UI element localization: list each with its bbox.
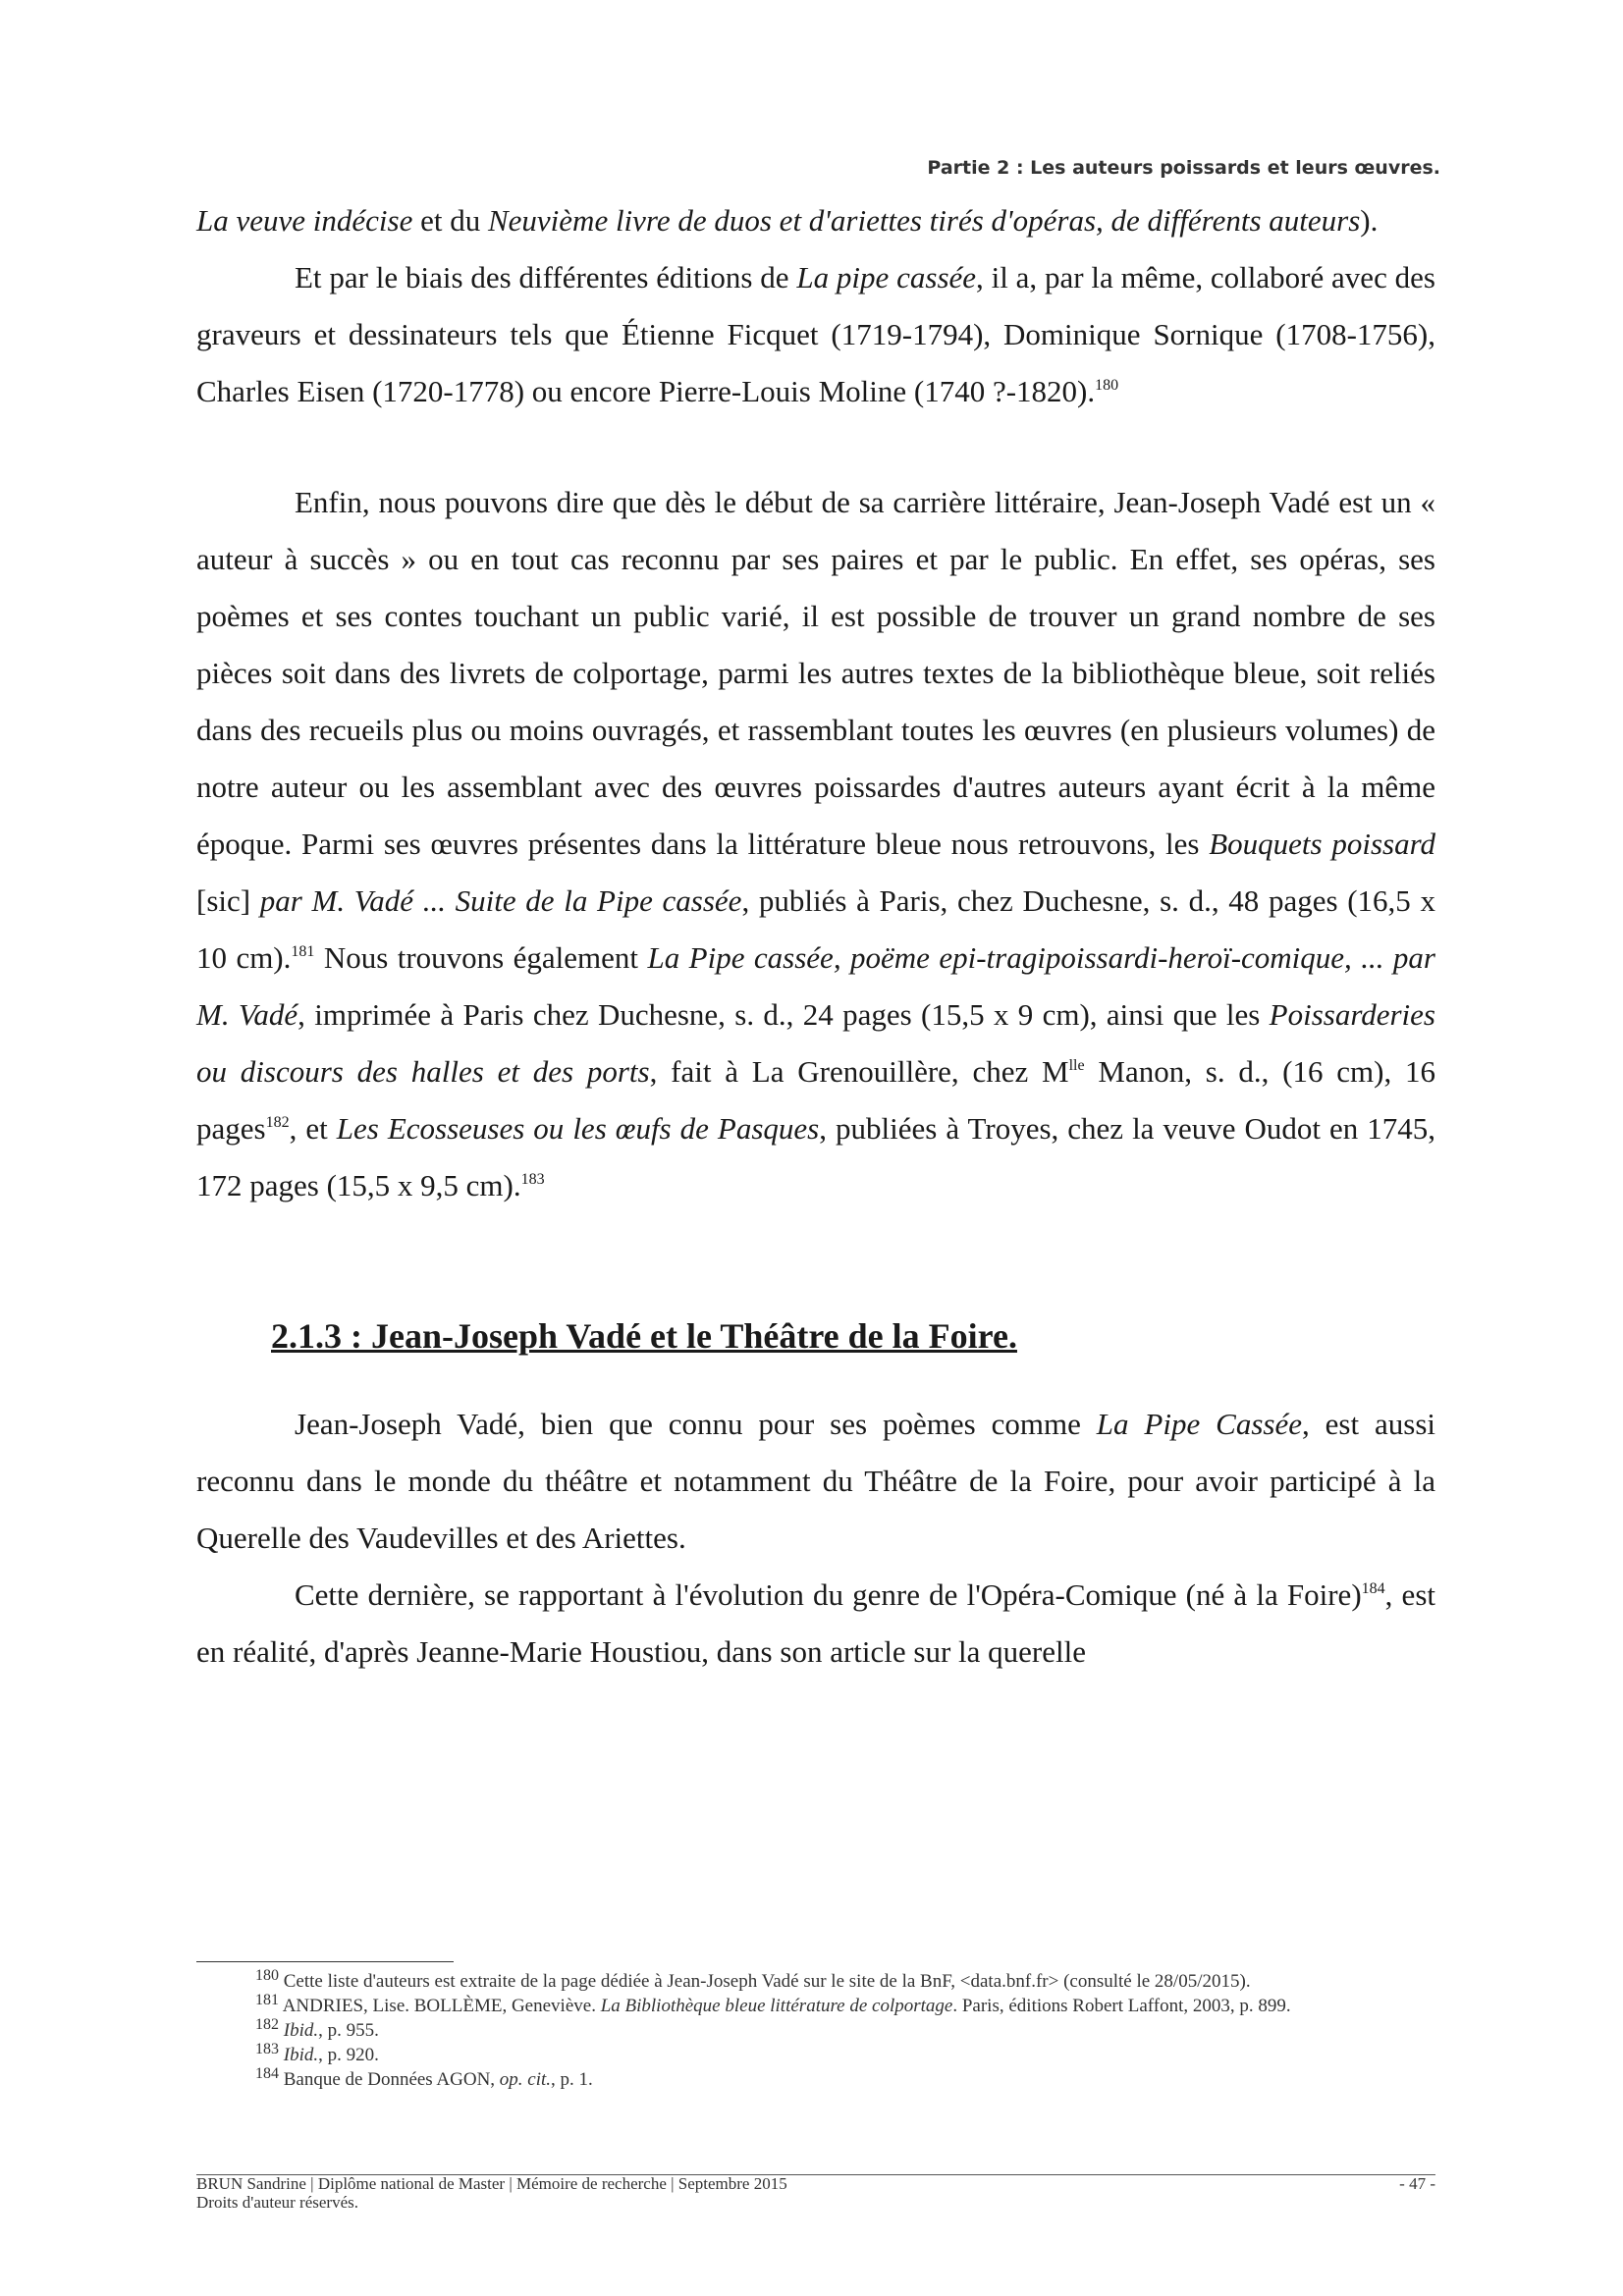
footnote-number: 184 bbox=[255, 2065, 279, 2082]
text-run: Cette dernière, se rapportant à l'évolution du genre de l'Opéra-Comique (né à la Foire) bbox=[295, 1577, 1362, 1612]
title-ref: La veuve indécise bbox=[196, 203, 413, 238]
title-ref: Les Ecosseuses ou les œufs de Pasques bbox=[336, 1111, 820, 1146]
text-run: ). bbox=[1360, 203, 1379, 238]
title-ref: La Pipe Cassée bbox=[1096, 1407, 1302, 1441]
footnote-text: Cette liste d'auteurs est extraite de la page dédiée à Jean-Joseph Vadé sur le site de la BnF, <data.bnf.fr> (consulté le 28/05/2015). bbox=[279, 1971, 1251, 1992]
footnote-181 bbox=[196, 1994, 1435, 2018]
paragraph-continuation bbox=[196, 192, 1435, 249]
text-run: Manon, s. d., (16 cm), 16 pages bbox=[196, 1054, 1435, 1146]
paragraph-engravers bbox=[196, 249, 1435, 420]
text-run: et du bbox=[412, 203, 488, 238]
paragraph-success bbox=[196, 474, 1435, 1214]
footnote-text: ANDRIES, Lise. BOLLÈME, Geneviève. bbox=[279, 1996, 601, 2016]
footnote-ref: 182 bbox=[265, 1114, 290, 1131]
text-run: , imprimée à Paris chez Duchesne, s. d., 24 pages (15,5 x 9 cm), ainsi que les bbox=[298, 997, 1270, 1032]
running-header: Partie 2 : Les auteurs poissards et leurs œuvres. bbox=[927, 157, 1440, 179]
footnote-number: 180 bbox=[255, 1967, 279, 1984]
page-number: - 47 - bbox=[1399, 2174, 1435, 2193]
title-ref: Poissarderies ou discours des halles et des ports bbox=[196, 997, 1435, 1089]
spacer bbox=[196, 420, 1435, 474]
text-run: [sic] bbox=[196, 883, 260, 918]
text-run: , est aussi reconnu dans le monde du théâtre et notamment du Théâtre de la Foire, pour avoir participé à la Querelle des Vaudevilles et des Ariettes. bbox=[196, 1407, 1436, 1555]
footer-rights: Droits d'auteur réservés. bbox=[196, 2193, 358, 2212]
footnote-number: 182 bbox=[255, 2016, 279, 2033]
footnote-183 bbox=[196, 2043, 1435, 2067]
footnotes bbox=[196, 1969, 1435, 2092]
page-footer bbox=[196, 2174, 1435, 2212]
main-text bbox=[196, 192, 1435, 1681]
paragraph-querelle bbox=[196, 1567, 1435, 1681]
section-heading: 2.1.3 : Jean-Joseph Vadé et le Théâtre de la Foire. bbox=[271, 1316, 1017, 1356]
footnote-182 bbox=[196, 2018, 1435, 2043]
footnote-ref: 184 bbox=[1361, 1580, 1385, 1597]
text-run: Jean-Joseph Vadé, bien que connu pour ses poèmes comme bbox=[295, 1407, 1097, 1441]
text-run: Et par le biais des différentes éditions de bbox=[295, 260, 797, 294]
footnote-text: . Paris, éditions Robert Laffont, 2003, p. 899. bbox=[952, 1996, 1291, 2016]
spacer bbox=[196, 1364, 1435, 1396]
title-ref: op. cit. bbox=[499, 2069, 552, 2090]
title-ref: Bouquets poissard bbox=[1209, 827, 1435, 861]
footnote-ref: 183 bbox=[520, 1171, 545, 1188]
text-run: , est en réalité, d'après Jeanne-Marie Houstiou, dans son article sur la querelle bbox=[196, 1577, 1435, 1669]
title-ref: Ibid. bbox=[279, 2020, 319, 2041]
footnote-ref: 180 bbox=[1095, 377, 1119, 394]
footnote-ref: 181 bbox=[291, 943, 315, 960]
text-run: , publiés à Paris, chez Duchesne, s. d., 48 pages (16,5 x 10 cm). bbox=[196, 883, 1435, 975]
text-run: Nous trouvons également bbox=[314, 940, 648, 975]
title-ref: Neuvième livre de duos et d'ariettes tirés d'opéras, de différents auteurs bbox=[487, 203, 1361, 238]
title-ref: La Pipe cassée, poëme epi-tragipoissardi-heroï-comique, ... par M. Vadé bbox=[196, 940, 1435, 1032]
footnote-184 bbox=[196, 2067, 1435, 2092]
paragraph-theatre bbox=[196, 1396, 1435, 1567]
title-ref: par M. Vadé ... Suite de la Pipe cassée bbox=[259, 883, 742, 918]
text-run: , il a, par la même, collaboré avec des graveurs et dessinateurs tels que Étienne Ficquet (1719-1794), Dominique Sornique (1708-1756), Charles Eisen (1720-1778) ou encore Pierre-Louis Moline (1740 ?-1820). bbox=[196, 260, 1435, 408]
text-run: Enfin, nous pouvons dire que dès le début de sa carrière littéraire, Jean-Joseph Vadé est un « auteur à succès » ou en tout cas reconnu par ses paires et par le public. En effet, ses opéras, ses poèmes et ses contes touchant un public varié, il est possible de trouver un grand nombre de ses pièces soit dans des livrets de colportage, parmi les autres textes de la bibliothèque bleue, soit reliés dans des recueils plus ou moins ouvragés, et rassemblant toutes les œuvres (en plusieurs volumes) de notre auteur ou les assemblant avec des œuvres poissardes d'autres auteurs ayant écrit à la même époque. Parmi ses œuvres présentes dans la littérature bleue nous retrouvons, les bbox=[196, 485, 1435, 861]
text-run: , publiées à Troyes, chez la veuve Oudot en 1745, 172 pages (15,5 x 9,5 cm). bbox=[196, 1111, 1436, 1202]
title-ref: La Bibliothèque bleue littérature de colportage bbox=[600, 1996, 953, 2016]
title-ref: La pipe cassée bbox=[796, 260, 977, 294]
title-ref: Ibid. bbox=[279, 2045, 319, 2065]
spacer bbox=[196, 1214, 1435, 1308]
footnote-text: , p. 920. bbox=[318, 2045, 379, 2065]
footnote-number: 183 bbox=[255, 2041, 279, 2057]
footnote-text: , p. 955. bbox=[318, 2020, 379, 2041]
footnote-text: , p. 1. bbox=[551, 2069, 593, 2090]
footnote-separator bbox=[196, 1961, 454, 1962]
superscript: lle bbox=[1068, 1057, 1085, 1074]
text-run: , fait à La Grenouillère, chez M bbox=[649, 1054, 1069, 1089]
footnote-text: Banque de Données AGON, bbox=[279, 2069, 500, 2090]
footnote-number: 181 bbox=[255, 1992, 279, 2008]
footer-credits: BRUN Sandrine | Diplôme national de Master | Mémoire de recherche | Septembre 2015 bbox=[196, 2174, 787, 2193]
footnote-180 bbox=[196, 1969, 1435, 1994]
text-run: , et bbox=[289, 1111, 337, 1146]
